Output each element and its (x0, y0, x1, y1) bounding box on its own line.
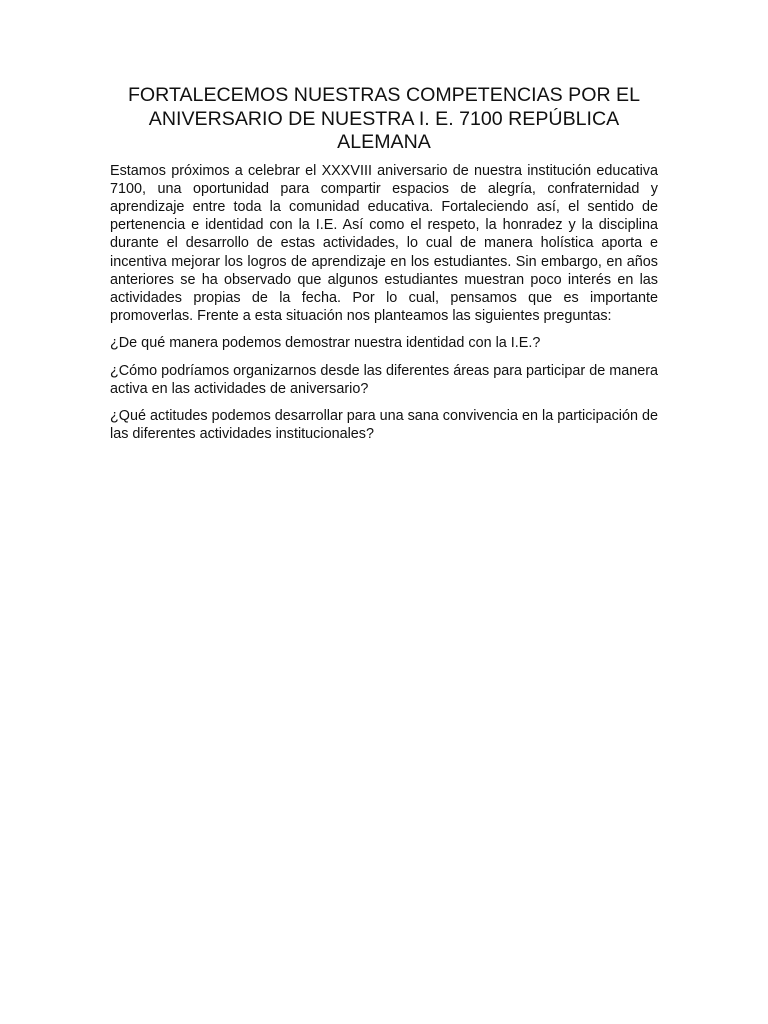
intro-paragraph: Estamos próximos a celebrar el XXXVIII aniversario de nuestra institución educativa 7100, una oportunidad para compartir espacios de alegría, confraternidad y aprendizaje entre toda la comunidad educativa. Fortaleciendo así, el sentido de pertenencia e identidad con la I.E. Así como el respeto, la honradez y la disciplina durante el desarrollo de estas actividades, lo cual de manera holística aporta e incentiva mejorar los logros de aprendizaje en los estudiantes. Sin embargo, en años anteriores se ha observado que algunos estudiantes muestran poco interés en las actividades propias de la fecha. Por lo cual, pensamos que es importante promoverlas. Frente a esta situación nos planteamos las siguientes preguntas: (110, 162, 658, 325)
question-identity: ¿De qué manera podemos demostrar nuestra identidad con la I.E.? (110, 335, 541, 352)
document-title: FORTALECEMOS NUESTRAS COMPETENCIAS POR EL ANIVERSARIO DE NUESTRA I. E. 7100 REPÚBLICA ALEMANA (127, 84, 641, 153)
question-attitudes: ¿Qué actitudes podemos desarrollar para una sana convivencia en la participación de las diferentes actividades institucionales? (110, 407, 658, 443)
document-content (110, 84, 658, 443)
question-organization: ¿Cómo podríamos organizarnos desde las diferentes áreas para participar de manera activa en las actividades de aniversario? (110, 362, 658, 397)
